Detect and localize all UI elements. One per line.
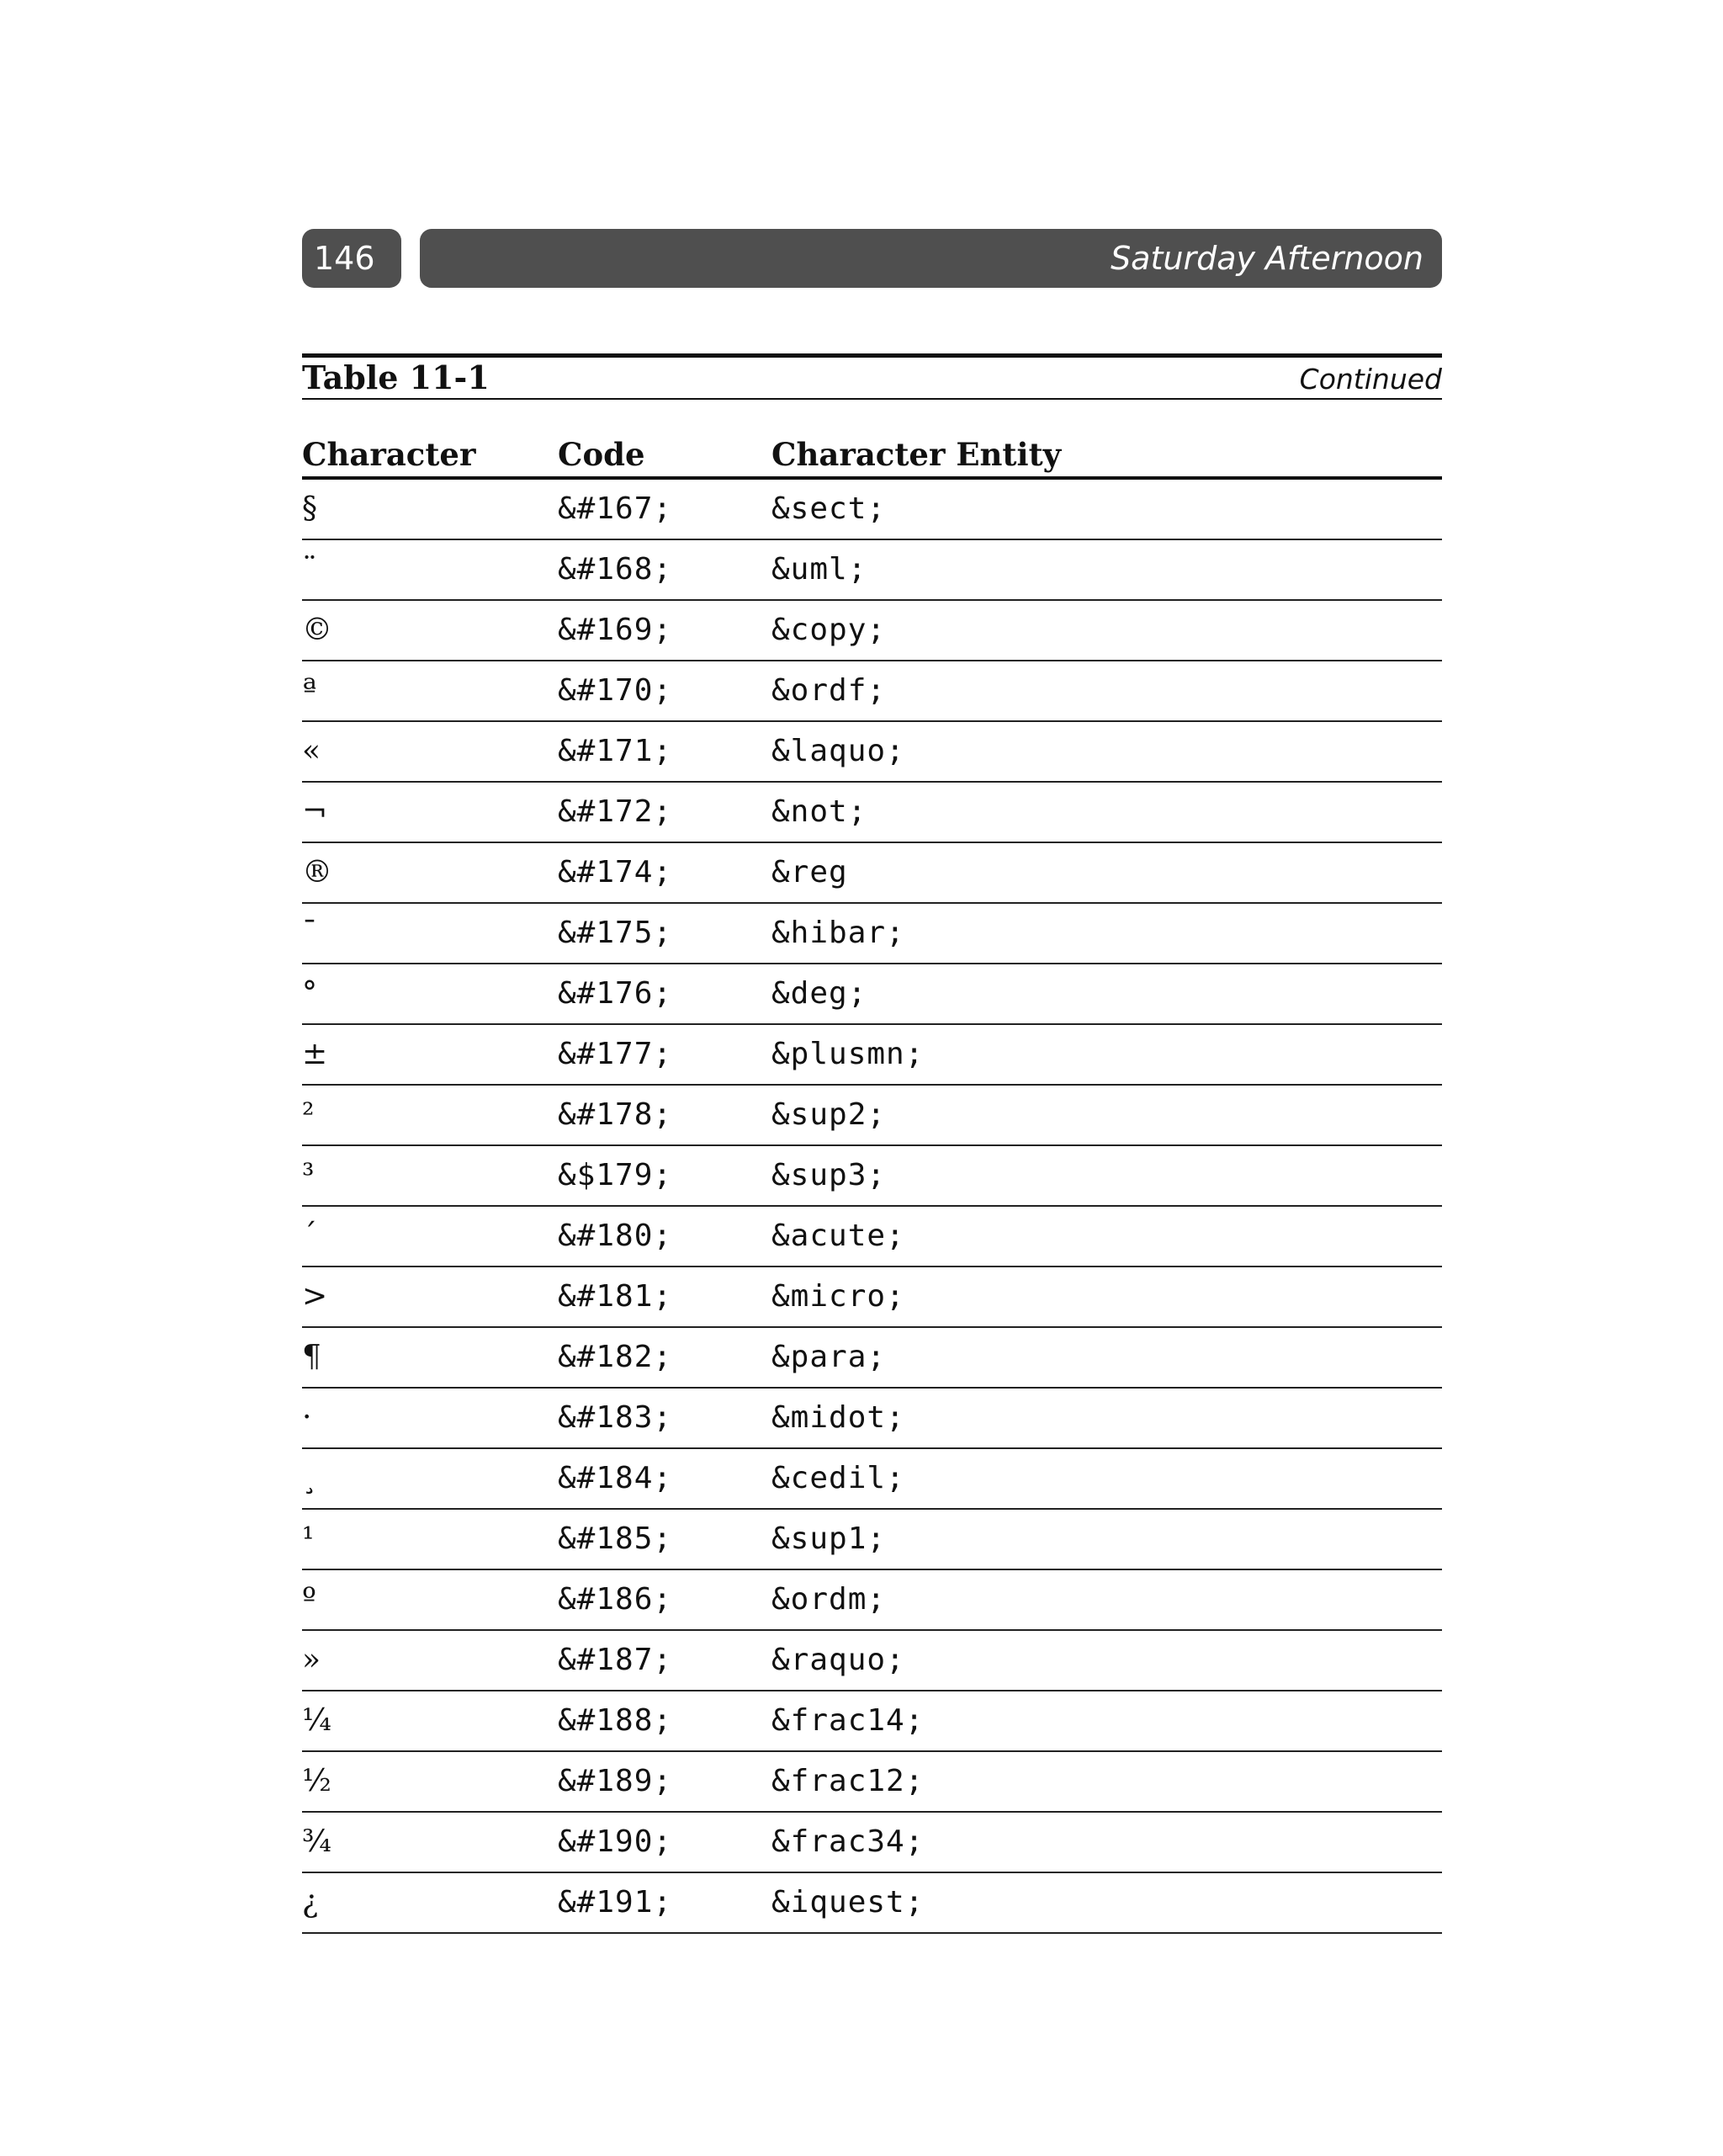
entity-cell: &acute; xyxy=(771,1219,905,1253)
character-cell: º xyxy=(302,1582,316,1617)
column-header-entity: Character Entity xyxy=(771,436,1062,473)
code-cell: &$179; xyxy=(558,1158,673,1192)
code-cell: &#177; xyxy=(558,1037,673,1071)
character-cell: ¾ xyxy=(302,1824,331,1859)
entity-cell: &sect; xyxy=(771,491,887,526)
table-row xyxy=(302,1389,1442,1449)
code-cell: &#168; xyxy=(558,552,673,587)
character-cell: ´ xyxy=(302,1219,317,1253)
table-row xyxy=(302,904,1442,964)
page-number: 146 xyxy=(302,229,401,288)
running-head: Saturday Afternoon xyxy=(420,229,1442,288)
character-cell: » xyxy=(302,1643,321,1677)
code-cell: &#172; xyxy=(558,794,673,829)
table-row xyxy=(302,601,1442,661)
entity-cell: &plusmn; xyxy=(771,1037,925,1071)
code-cell: &#176; xyxy=(558,976,673,1011)
table-column-headers xyxy=(302,433,1442,477)
entity-cell: &reg xyxy=(771,855,848,889)
character-cell: « xyxy=(302,734,321,768)
code-cell: &#182; xyxy=(558,1340,673,1374)
code-cell: &#171; xyxy=(558,734,673,768)
character-cell: ¼ xyxy=(302,1703,331,1738)
character-cell: ¨ xyxy=(302,552,317,587)
table-body xyxy=(302,480,1442,1934)
entity-cell: &raquo; xyxy=(771,1643,905,1677)
table-row xyxy=(302,1086,1442,1146)
table-row xyxy=(302,1449,1442,1510)
code-cell: &#187; xyxy=(558,1643,673,1677)
code-cell: &#174; xyxy=(558,855,673,889)
entity-cell: &midot; xyxy=(771,1400,905,1435)
table-row xyxy=(302,1570,1442,1631)
character-cell: ¬ xyxy=(302,794,328,829)
entity-cell: &ordf; xyxy=(771,673,887,708)
entity-cell: &sup2; xyxy=(771,1097,887,1132)
table-row xyxy=(302,1267,1442,1328)
table-row xyxy=(302,661,1442,722)
character-cell: ¯ xyxy=(302,916,317,950)
column-header-code: Code xyxy=(558,436,645,473)
entity-cell: &cedil; xyxy=(771,1461,905,1495)
table-row xyxy=(302,1510,1442,1570)
code-cell: &#185; xyxy=(558,1521,673,1556)
table-row xyxy=(302,480,1442,540)
table-row xyxy=(302,843,1442,904)
character-cell: ³ xyxy=(302,1158,315,1192)
character-cell: ¸ xyxy=(302,1461,317,1495)
entity-cell: &copy; xyxy=(771,613,887,647)
entity-cell: &ordm; xyxy=(771,1582,887,1617)
entity-cell: &frac14; xyxy=(771,1703,925,1738)
character-cell: § xyxy=(302,491,317,526)
entity-cell: &para; xyxy=(771,1340,887,1374)
code-cell: &#188; xyxy=(558,1703,673,1738)
character-cell: > xyxy=(302,1279,328,1314)
entity-cell: &not; xyxy=(771,794,867,829)
code-cell: &#178; xyxy=(558,1097,673,1132)
table-row xyxy=(302,1328,1442,1389)
character-cell: ° xyxy=(302,976,317,1011)
code-cell: &#169; xyxy=(558,613,673,647)
code-cell: &#180; xyxy=(558,1219,673,1253)
character-cell: ® xyxy=(302,855,332,889)
character-cell: ¿ xyxy=(302,1885,319,1920)
code-cell: &#167; xyxy=(558,491,673,526)
character-cell: © xyxy=(302,613,332,647)
code-cell: &#183; xyxy=(558,1400,673,1435)
character-cell: ± xyxy=(302,1037,328,1071)
table-row xyxy=(302,1813,1442,1873)
table-continued-label: Continued xyxy=(1299,363,1442,396)
entity-cell: &uml; xyxy=(771,552,867,587)
character-cell: ² xyxy=(302,1097,315,1132)
table-row xyxy=(302,722,1442,783)
title-bottom-rule xyxy=(302,398,1442,400)
character-cell: ª xyxy=(302,673,317,708)
table-row xyxy=(302,1752,1442,1813)
entity-cell: &deg; xyxy=(771,976,867,1011)
table-title: Table 11-1 xyxy=(302,358,490,396)
table-row xyxy=(302,1025,1442,1086)
character-cell: ¹ xyxy=(302,1521,315,1556)
code-cell: &#190; xyxy=(558,1824,673,1859)
table-row xyxy=(302,540,1442,601)
code-cell: &#175; xyxy=(558,916,673,950)
entity-cell: &micro; xyxy=(771,1279,905,1314)
character-cell: ½ xyxy=(302,1764,331,1798)
entity-cell: &sup3; xyxy=(771,1158,887,1192)
code-cell: &#191; xyxy=(558,1885,673,1920)
table-row xyxy=(302,1873,1442,1934)
code-cell: &#181; xyxy=(558,1279,673,1314)
entity-cell: &sup1; xyxy=(771,1521,887,1556)
character-cell: · xyxy=(302,1400,312,1435)
entity-cell: &frac12; xyxy=(771,1764,925,1798)
code-cell: &#184; xyxy=(558,1461,673,1495)
table-row xyxy=(302,783,1442,843)
entity-cell: &iquest; xyxy=(771,1885,925,1920)
table-row xyxy=(302,964,1442,1025)
code-cell: &#189; xyxy=(558,1764,673,1798)
table-row xyxy=(302,1146,1442,1207)
code-cell: &#186; xyxy=(558,1582,673,1617)
column-header-character: Character xyxy=(302,436,476,473)
table-row xyxy=(302,1691,1442,1752)
entity-cell: &hibar; xyxy=(771,916,905,950)
entity-cell: &frac34; xyxy=(771,1824,925,1859)
character-cell: ¶ xyxy=(302,1340,321,1374)
entity-cell: &laquo; xyxy=(771,734,905,768)
table-row xyxy=(302,1207,1442,1267)
code-cell: &#170; xyxy=(558,673,673,708)
table-row xyxy=(302,1631,1442,1691)
